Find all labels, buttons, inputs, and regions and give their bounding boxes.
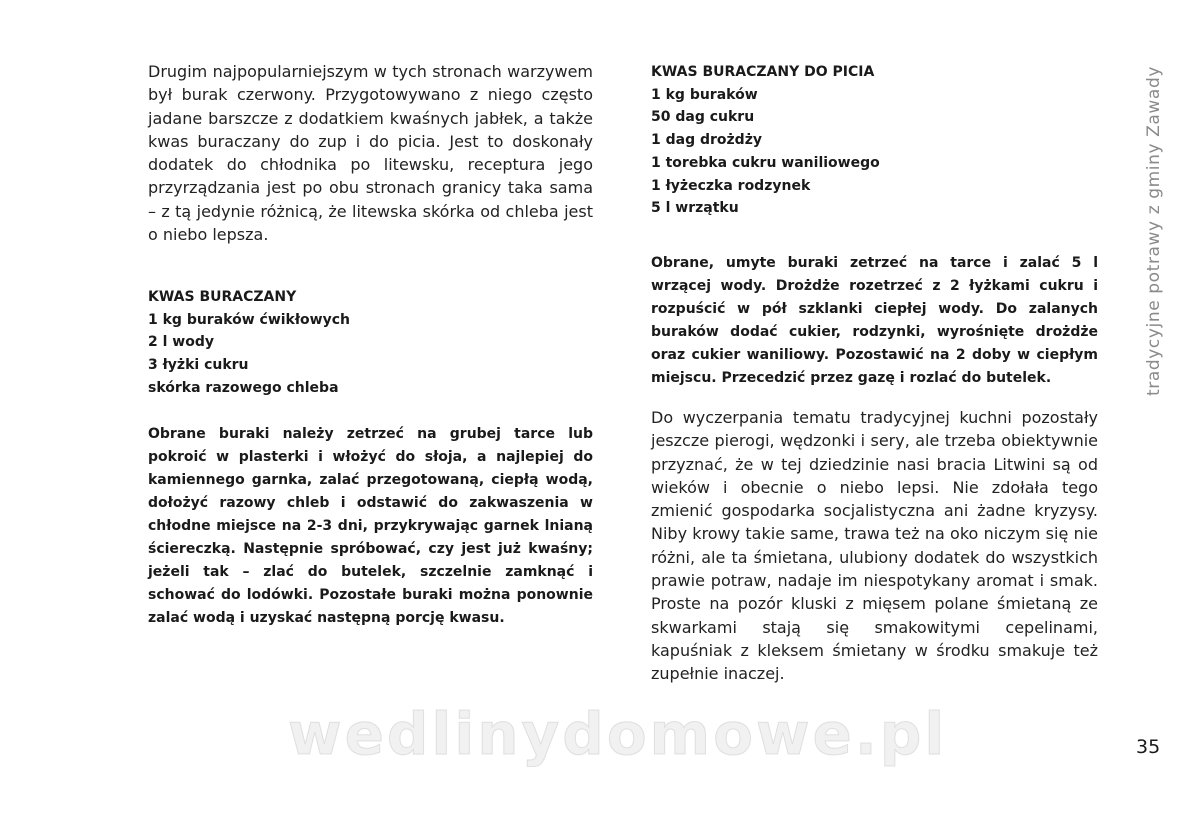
ingredient-item: skórka razowego chleba xyxy=(148,379,339,396)
ingredient-item: 1 kg buraków ćwikłowych xyxy=(148,311,351,328)
ingredient-item: 50 dag cukru xyxy=(651,109,755,126)
ingredient-item: 1 dag drożdży xyxy=(651,132,762,149)
recipe-kwas-buraczany xyxy=(148,286,593,400)
ingredient-item: 1 torebka cukru waniliowego xyxy=(651,154,880,171)
watermark: wedlinydomowe.pl xyxy=(288,700,948,768)
recipe-title: KWAS BURACZANY xyxy=(148,289,297,305)
ingredient-item: 3 łyżki cukru xyxy=(148,357,249,374)
page-number: 35 xyxy=(1136,736,1161,758)
ingredient-item: 1 łyżeczka rodzynek xyxy=(651,177,811,194)
recipe-title: KWAS BURACZANY DO PICIA xyxy=(651,64,875,80)
ingredient-item: 1 kg buraków xyxy=(651,86,758,103)
side-caption: tradycyjne potrawy z gminy Zawady xyxy=(1144,66,1164,396)
recipe-instructions: Obrane buraki należy zetrzeć na grubej tarce lub pokroić w plasterki i włożyć do słoja, a najlepiej do kamiennego garnka, zalać przegotowaną, ciepłą wodą, dołożyć razowy chleb i odstawić do zakwaszenia w chłodne miejsce na 2-3 dni, przykrywając garnek lnianą ściereczką. Następnie spróbować, czy jest już kwaśny; jeżeli tak – zlać do butelek, szczelnie zamknąć i schować do lodówki. Pozostałe buraki można ponownie zalać wodą i uzyskać następną porcję kwasu. xyxy=(148,426,593,626)
recipe-instructions: Obrane, umyte buraki zetrzeć na tarce i zalać 5 l wrzącej wody. Drożdże rozetrzeć z 2 łyżkami cukru i rozpuścić w pół szklanki ciepłej wody. Do zalanych buraków dodać cukier, rodzynki, wyrośnięte drożdże oraz cukier waniliowy. Pozostawić na 2 doby w ciepłym miejscu. Przecedzić przez gazę i rozlać do butelek. xyxy=(651,255,1098,386)
recipe-kwas-buraczany-do-picia xyxy=(651,61,1098,220)
ingredient-item: 2 l wody xyxy=(148,334,214,351)
intro-paragraph: Drugim najpopularniejszym w tych stronach warzywem był burak czerwony. Przygotowywano z niego często jadane barszcze z dodatkiem kwaśnych jabłek, a także kwas buraczany do zup i do picia. Jest to doskonały dodatek do chłodnika po litewsku, receptura jego przyrządzania jest po obu stronach granicy taka sama – z tą jedynie różnicą, że litewska skórka od chleba jest o niebo lepsza. xyxy=(148,62,593,245)
closing-paragraph: Do wyczerpania tematu tradycyjnej kuchni pozostały jeszcze pierogi, wędzonki i sery, ale trzeba obiektywnie przyznać, że w tej dziedzinie nasi bracia Litwini są od wieków i obecnie o niebo lepsi. Nie zdołała tego zmienić gospodarka socjalistyczna ani żadne kryzysy. Niby krowy takie same, trawa też na oko niczym się nie różni, ale ta śmietana, ulubiony dodatek do wszystkich prawie potraw, nadaje im niespotykany aromat i smak. Proste na pozór kluski z mięsem polane śmietaną ze skwarkami stają się smakowitymi cepelinami, kapuśniak z kleksem śmietany w środku smakuje też zupełnie inaczej. xyxy=(651,408,1098,684)
ingredient-item: 5 l wrzątku xyxy=(651,200,739,217)
